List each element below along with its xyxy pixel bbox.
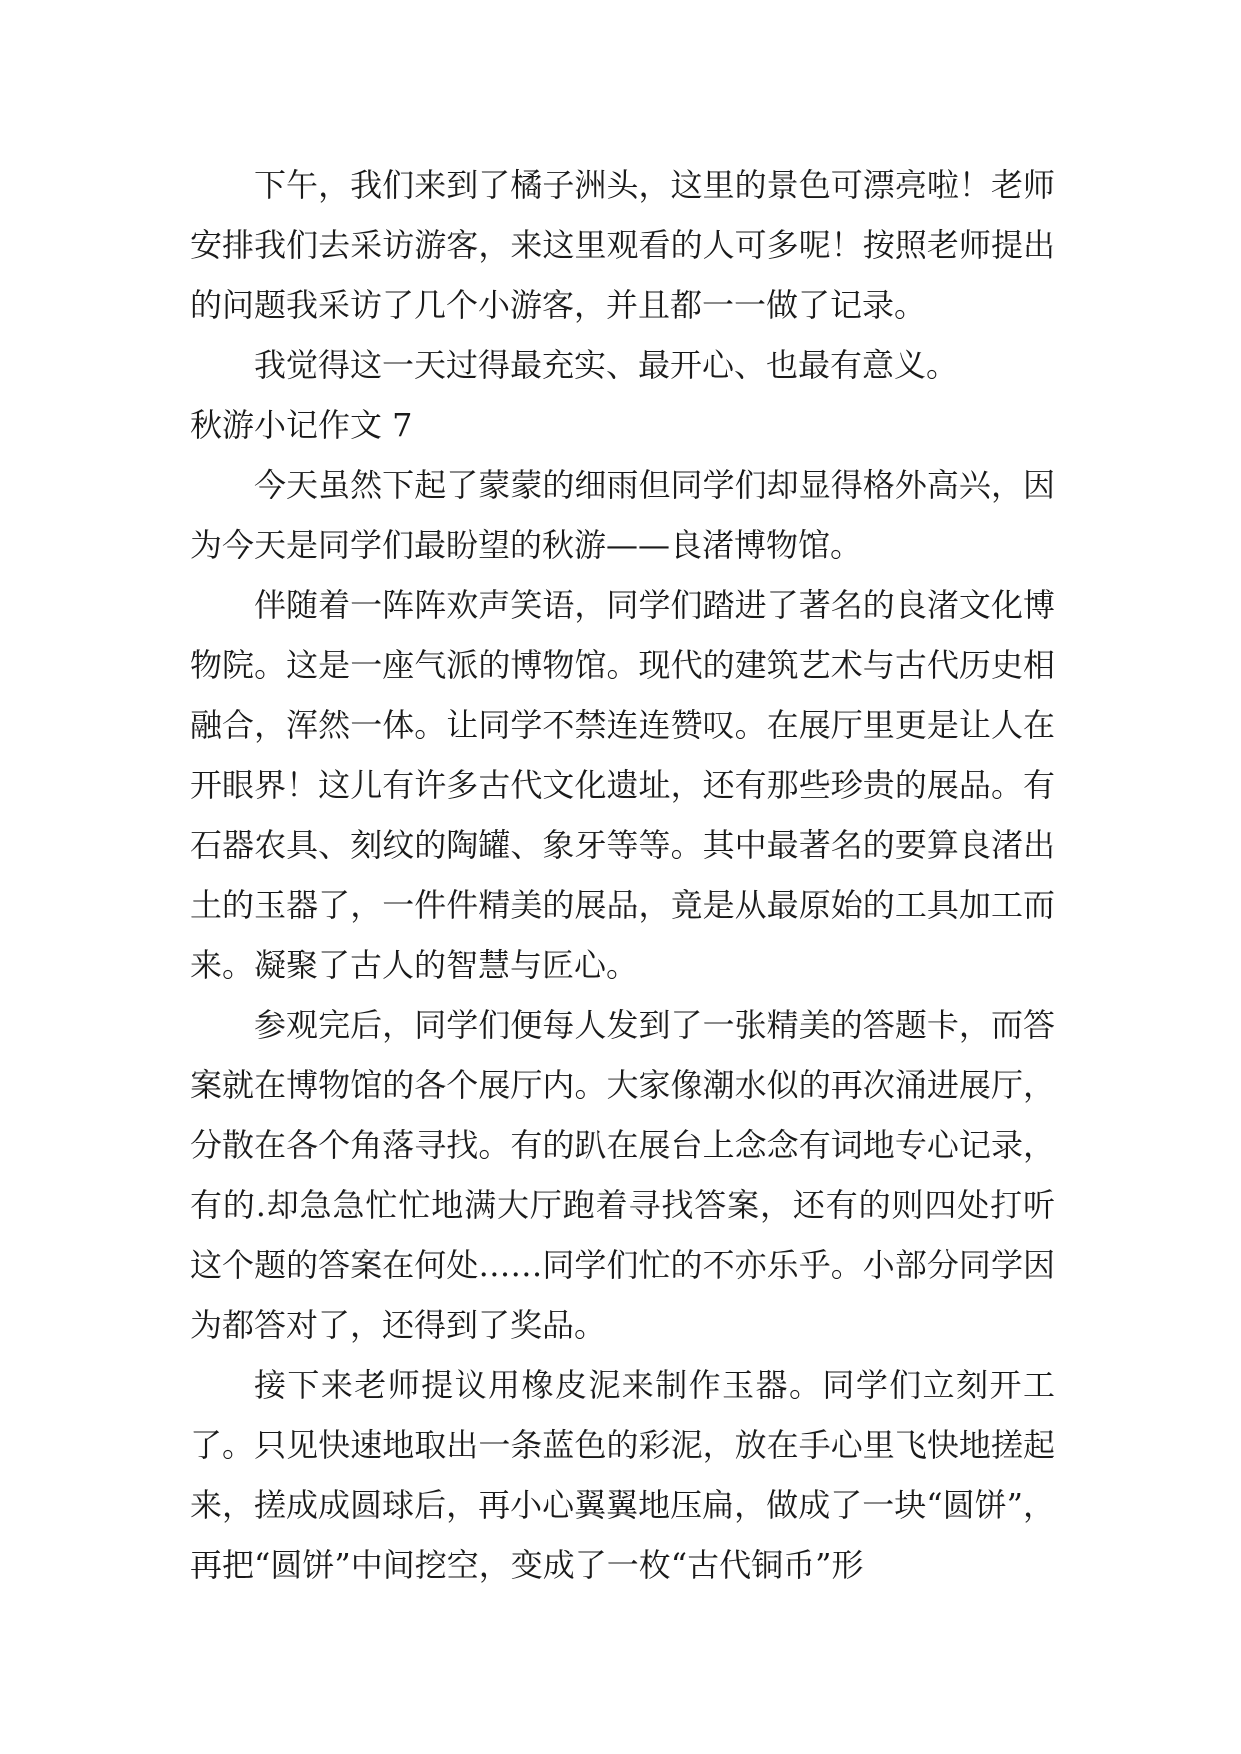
document-body: [190, 155, 1055, 1595]
paragraph-museum-visit: 伴随着一阵阵欢声笑语，同学们踏进了著名的良渚文化博物院。这是一座气派的博物馆。现代的建筑艺术与古代历史相融合，浑然一体。让同学不禁连连赞叹。在展厅里更是让人在开眼界！这儿有许多古代文化遗址，还有那些珍贵的展品。有石器农具、刻纹的陶罐、象牙等等。其中最著名的要算良渚出土的玉器了，一件件精美的展品，竟是从最原始的工具加工而来。凝聚了古人的智慧与匠心。: [190, 586, 1055, 984]
paragraph-visit-orange-isle: 下午，我们来到了橘子洲头，这里的景色可漂亮啦！老师安排我们去采访游客，来这里观看的人可多呢！按照老师提出的问题我采访了几个小游客，并且都一一做了记录。: [190, 166, 1055, 324]
paragraph-conclusion: 我觉得这一天过得最充实、最开心、也最有意义。: [254, 346, 959, 384]
essay-heading: 秋游小记作文 7: [190, 406, 413, 444]
paragraph-answer-cards: 参观完后，同学们便每人发到了一张精美的答题卡，而答案就在博物馆的各个展厅内。大家像潮水似的再次涌进展厅，分散在各个角落寻找。有的趴在展台上念念有词地专心记录，有的.却急急忙忙地满大厅跑着寻找答案，还有的则四处打听这个题的答案在何处……同学们忙的不亦乐乎。小部分同学因为都答对了，还得到了奖品。: [190, 1006, 1055, 1344]
paragraph-intro-rain: 今天虽然下起了蒙蒙的细雨但同学们却显得格外高兴，因为今天是同学们最盼望的秋游——良渚博物馆。: [190, 466, 1055, 564]
paragraph-clay-jade: 接下来老师提议用橡皮泥来制作玉器。同学们立刻开工了。只见快速地取出一条蓝色的彩泥，放在手心里飞快地搓起来，搓成成圆球后，再小心翼翼地压扁，做成了一块“圆饼”，再把“圆饼”中间挖空，变成了一枚“古代铜币”形: [190, 1366, 1055, 1584]
